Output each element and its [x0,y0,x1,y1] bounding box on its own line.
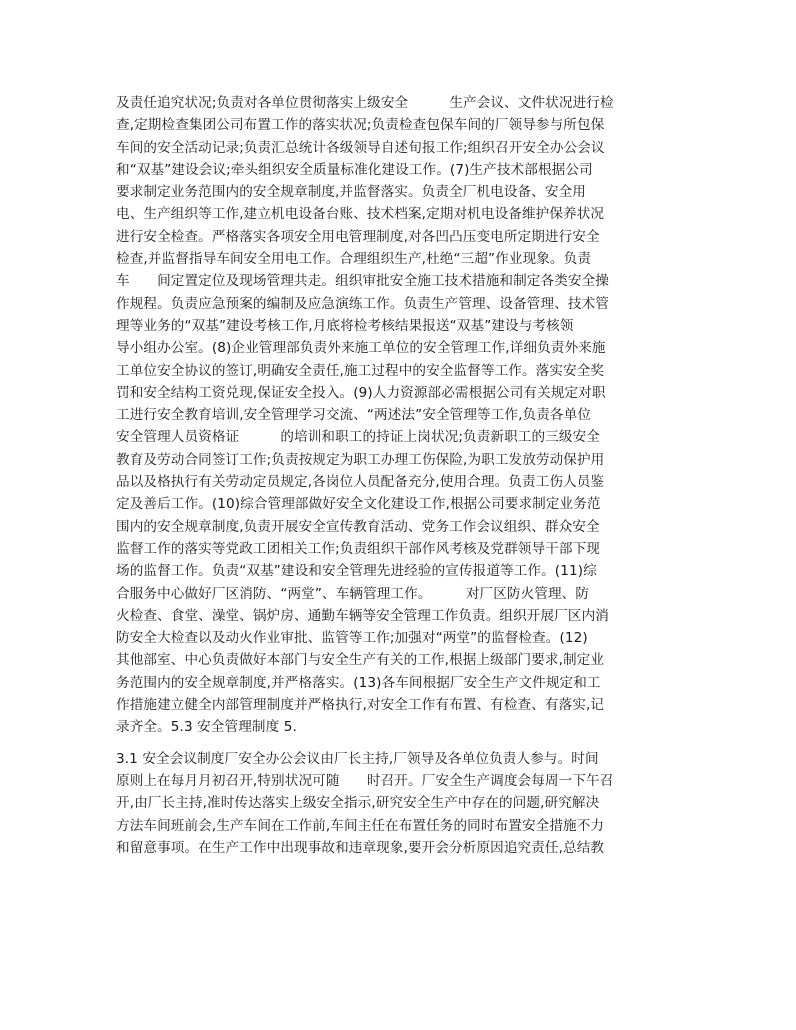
text-line: 作规程。负责应急预案的编制及应急演练工作。负责生产管理、设备管理、技术管 [116,295,609,312]
text-line: 3.1 安全会议制度厂安全办公会议由厂长主持,厂领导及各单位负责人参与。时间 [116,750,599,767]
text-line: 检查,并监督指导车间安全用电工作。合理组织生产,杜绝“三超”作业现象。负责 [116,251,592,268]
text-line: 教育及劳动合同签订工作;负责按规定为职工办理工伤保险,为职工发放劳动保护用 [116,451,605,468]
text-line: 务范围内的安全规章制度,并严格落实。(13)各车间根据厂安全生产文件规定和工 [116,674,601,691]
text-line: 进行安全检查。严格落实各项安全用电管理制度,对各凹凸压变电所定期进行安全 [116,228,600,245]
text-line: 电、生产组织等工作,建立机电设备台账、技术档案,定期对机电设备维护保养状况 [116,206,605,223]
text-line: 开,由厂长主持,准时传达落实上级安全指示,研究安全生产中存在的问题,研究解决 [116,795,600,812]
text-line: 安全管理人员资格证 的培训和职工的持证上岗状况;负责新职工的三级安全 [116,429,600,446]
text-line: 录齐全。5.3 安全管理制度 5. [116,719,297,736]
paragraph-1 [116,92,682,739]
text-line: 围内的安全规章制度,负责开展安全宣传教育活动、党务工作会议组织、群众安全 [116,518,600,535]
paragraph-2 [116,748,682,859]
text-line: 场的监督工作。负责“双基”建设和安全管理先进经验的宣传报道等工作。(11)综 [116,563,597,580]
text-line: 工单位安全协议的签订,明确安全责任,施工过程中的安全监督等工作。落实安全奖 [116,362,605,379]
text-line: 导小组办公室。(8)企业管理部负责外来施工单位的安全管理工作,详细负责外来施 [116,340,606,357]
text-line: 和留意事项。在生产工作中出现事故和违章现象,要开会分析原因追究责任,总结教 [116,839,605,856]
text-line: 合服务中心做好厂区消防、“两堂”、车辆管理工作。 对厂区防火管理、防 [116,585,590,602]
text-line: 原则上在每月月初召开,特别状况可随 时召开。厂安全生产调度会每周一下午召 [116,772,614,789]
text-line: 车间的安全活动记录;负责汇总统计各级领导自述旬报工作;组织召开安全办公会议 [116,139,605,156]
text-line: 定及善后工作。(10)综合管理部做好安全文化建设工作,根据公司要求制定业务范 [116,496,601,513]
text-line: 火检查、食堂、澡堂、锅炉房、通勤车辆等安全管理工作负责。组织开展厂区内消 [116,607,609,624]
text-line: 和“双基”建设会议;牵头组织安全质量标准化建设工作。(7)生产技术部根据公司 [116,161,593,178]
text-line: 其他部室、中心负责做好本部门与安全生产有关的工作,根据上级部门要求,制定业 [116,652,605,669]
text-line: 车 间定置定位及现场管理共走。组织审批安全施工技术措施和制定各类安全操 [116,273,609,290]
text-line: 罚和安全结构工资兑现,保证安全投入。(9)人力资源部必需根据公司有关规定对职 [116,384,606,401]
text-line: 防安全大检查以及动火作业审批、监管等工作;加强对“两堂”的监督检查。(12) [116,630,588,647]
text-line: 方法车间班前会,生产车间在工作前,车间主任在布置任务的同时布置安全措施不力 [116,817,605,834]
text-line: 要求制定业务范围内的安全规章制度,并监督落实。负责全厂机电设备、安全用 [116,184,587,201]
text-line: 工进行安全教育培训,安全管理学习交流、“两述法”安全管理等工作,负责各单位 [116,407,592,424]
text-line: 监督工作的落实等党政工团相关工作;负责组织干部作风考核及党群领导干部下现 [116,540,600,557]
document-page [116,92,682,859]
text-line: 品以及格执行有关劳动定员规定,各岗位人员配备充分,使用合理。负责工伤人员鉴 [116,474,605,491]
text-line: 理等业务的“双基”建设考核工作,月底将检考核结果报送“双基”建设与考核领 [116,317,574,334]
text-line: 及责任追究状况;负责对各单位贯彻落实上级安全 生产会议、文件状况进行检 [116,95,614,111]
text-line: 查,定期检查集团公司布置工作的落实状况;负责检查包保车间的厂领导参与所包保 [116,117,605,134]
text-line: 作措施建立健全内部管理制度并严格执行,对安全工作有布置、有检查、有落实,记 [116,697,605,714]
